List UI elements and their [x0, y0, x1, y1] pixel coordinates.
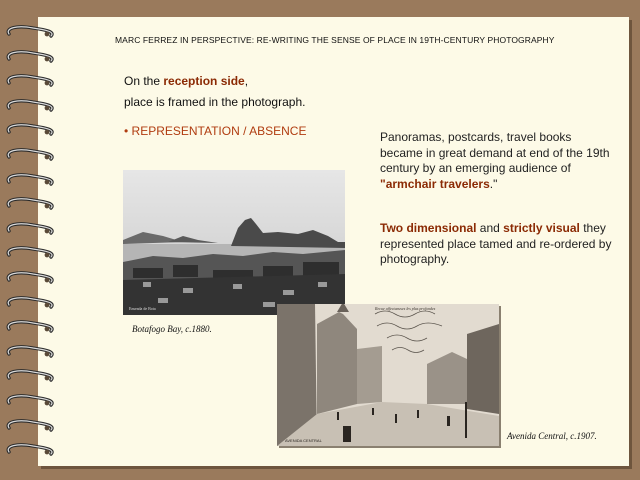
- spiral-binding-ring: [3, 122, 55, 138]
- caption-avenida: Avenida Central, c.1907.: [507, 431, 597, 441]
- photo-botafogo-bay: [123, 170, 345, 315]
- reception-post: ,: [244, 74, 249, 88]
- spiral-binding-ring: [3, 270, 55, 286]
- spiral-binding-ring: [3, 73, 55, 89]
- spiral-binding-ring: [3, 442, 55, 458]
- photo2-inscription: AVENIDA CENTRAL: [285, 438, 322, 443]
- spiral-binding-ring: [3, 319, 55, 335]
- photo-avenida-central: [277, 304, 499, 446]
- strictly-visual-emphasis: strictly visual: [503, 221, 580, 235]
- slide-title: MARC FERREZ IN PERSPECTIVE: RE-WRITING THE SENSE OF PLACE IN 19TH-CENTURY PHOTOGRAPHY: [115, 35, 555, 45]
- two-dimensional-emphasis: Two dimensional: [380, 221, 477, 235]
- armchair-emphasis: "armchair travelers: [380, 176, 490, 191]
- reception-pre: On the: [124, 74, 164, 88]
- spiral-binding-ring: [3, 147, 55, 163]
- paragraph-armchair-end: .": [489, 176, 498, 191]
- spiral-binding-ring: [3, 24, 55, 40]
- spiral-binding-ring: [3, 172, 55, 188]
- paragraph-visual: [380, 221, 615, 268]
- spiral-binding-ring: [3, 368, 55, 384]
- spiral-binding-ring: [3, 98, 55, 114]
- paragraph-visual-mid: and: [476, 221, 504, 235]
- spiral-binding-ring: [3, 295, 55, 311]
- bullet-representation: • REPRESENTATION / ABSENCE: [124, 124, 307, 138]
- spiral-binding-ring: [3, 344, 55, 360]
- spiral-binding-ring: [3, 245, 55, 261]
- paragraph-armchair-text: Panoramas, postcards, travel books became in great demand at end of the 19th century by an emerging audience of: [380, 130, 610, 175]
- spiral-binding-ring: [3, 418, 55, 434]
- photo2-handwriting: Recue affectueuses les plus profondes: [375, 306, 436, 311]
- reception-line: [124, 73, 248, 89]
- spiral-binding-ring: [3, 49, 55, 65]
- spiral-binding-ring: [3, 393, 55, 409]
- spiral-binding-ring: [3, 196, 55, 212]
- paragraph-armchair: [380, 130, 615, 192]
- caption-botafogo: Botafogo Bay, c.1880.: [132, 324, 212, 334]
- reception-emphasis: reception side: [163, 74, 245, 88]
- photo1-inscription: Enseada de Bota: [129, 306, 156, 311]
- paragraph-visual-rest: they represented place tamed and re-ordered by photography.: [380, 221, 612, 266]
- spiral-binding-ring: [3, 221, 55, 237]
- framed-line: place is framed in the photograph.: [124, 95, 306, 109]
